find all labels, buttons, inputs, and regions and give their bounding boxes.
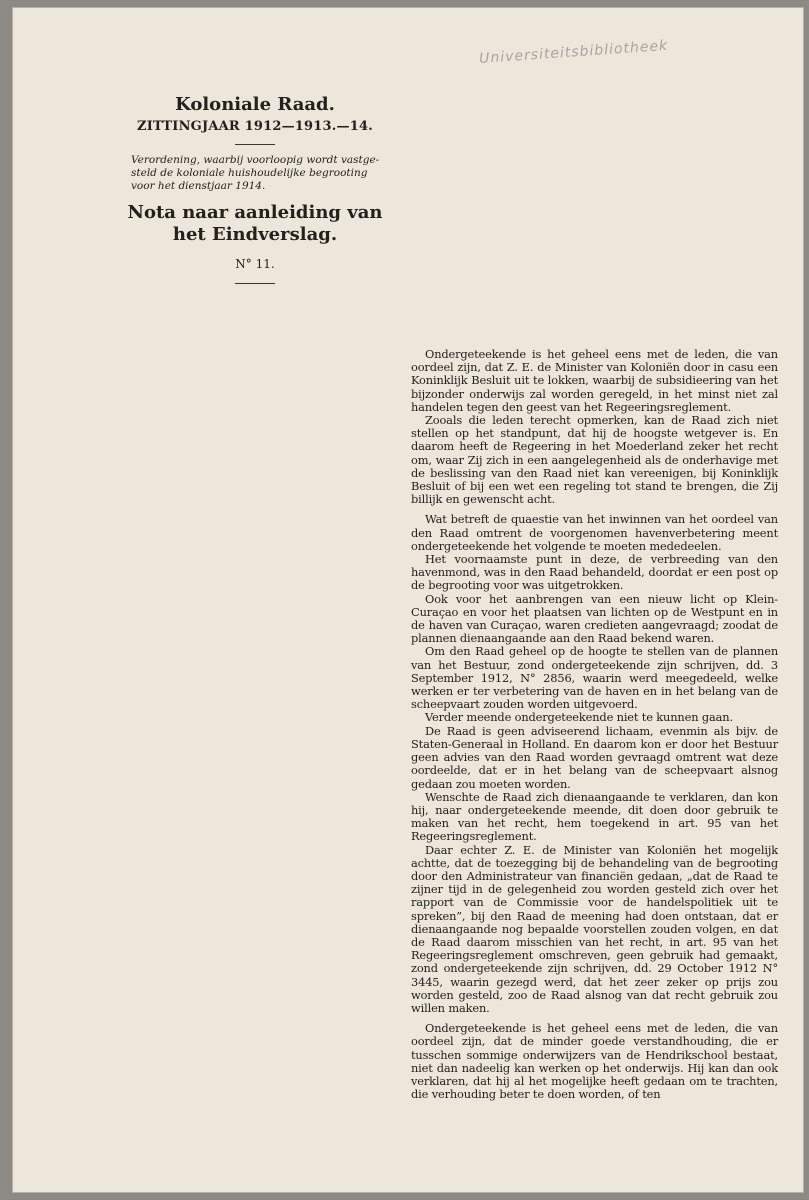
nota-title-line: het Eindverslag. [172,224,338,245]
ordinance-line: Verordening, waarbij voorloopig wordt vastge- [131,154,380,166]
nota-title-line: Nota naar aanleiding van [127,202,383,223]
paragraph [411,348,778,506]
sub-paragraph: Het voornaamste punt in deze, de verbreeding van den havenmond, was in den Raad behandeld, doordat er een post op de begrooting voor was uitgetrokken. [411,552,778,593]
sub-paragraph: Wenschte de Raad zich dienaangaande te verklaren, dan kon hij, naar ondergeteekende meende, dit doen door gebruik te maken van het recht, hem toegekend in art. 95 van het Regeeringsreglement. [411,789,778,844]
document-page [13,8,803,1192]
session-year: ZITTINGJAAR 1912—1913.—14. [137,119,373,134]
paragraph [411,513,778,1015]
document-header [121,94,389,284]
sub-paragraph: Wat betreft de quaestie van het inwinnen van het oordeel van den Raad omtrent de voorgenomen havenverbetering meent ondergeteekende het volgende te moeten mededeelen. [411,512,778,553]
sub-paragraph: Ook voor het aanbrengen van een nieuw licht op Klein-Curaçao en voor het plaatsen van lichten op de Westpunt en in de haven van Curaçao, waren credieten aangevraagd; zoodat de plannen dienaangaande aan den Raad bekend waren. [411,591,778,646]
document-number: N° 11. [235,257,275,271]
ordinance-line: steld de koloniale huishoudelijke begrooting [131,167,368,179]
sub-paragraph: De Raad is geen adviseerend lichaam, evenmin als bijv. de Staten-Generaal in Holland. En daarom kon er door het Bestuur geen advies van den Raad worden gevraagd omtrent wat deze oordeelde, dat er in het belang van de scheepvaart alsnog gedaan zou moeten worden. [411,723,778,791]
sub-paragraph: Ondergeteekende is het geheel eens met de leden, die van oordeel zijn, dat de minder goede verstandhouding, die er tusschen sommige onderwijzers van de Hendrikschool bestaat, niet dan nadeelig kan werken op het onderwijs. Hij kan dan ook verklaren, dat hij al het mogelijke heeft gedaan om te trachten, die verhouding beter te doen worden, of ten [411,1021,778,1102]
body-text [411,348,778,1108]
divider [235,283,275,284]
sub-paragraph: Ondergeteekende is het geheel eens met de leden, die van oordeel zijn, dat Z. E. de Minister van Koloniën door in casu een Koninklijk Besluit uit te lokken, waarbij de subsidieering van het bijzonder onderwijs zal worden geregeld, in het minst niet zal handelen tegen den geest van het Regeeringsreglement. [411,347,778,414]
pencil-annotation: Universiteitsbibliotheek [478,37,669,67]
sub-paragraph: Verder meende ondergeteekende niet te kunnen gaan. [425,710,733,725]
ordinance-line: voor het dienstjaar 1914. [131,180,266,192]
nota-title [121,202,389,246]
ordinance-subtitle [131,154,389,193]
council-title: Koloniale Raad. [175,94,335,115]
sub-paragraph: Daar echter Z. E. de Minister van Koloniën het mogelijk achtte, dat de toezegging bij de behandeling van de begrooting door den Administrateur van financiën gedaan, „dat de Raad te zijner tijd in de gelegenheid zou worden gesteld zich over het rapport van de Commissie voor de handelspolitiek uit te spreken”, bij den Raad de meening had doen ontstaan, dat er dienaangaande nog bepaalde voorstellen zouden volgen, en dat de Raad daarom misschien van het recht, in art. 95 van het Regeeringsreglement omschreven, geen gebruik had gemaakt, zond ondergeteekende zijn schrijven, dd. 29 October 1912 N° 3445, waarin gezegd werd, dat het zeer zeker op prijs zou worden gesteld, zoo de Raad alsnog van dat recht gebruik zou willen maken. [411,842,778,1015]
divider [235,144,275,145]
sub-paragraph: Zooals die leden terecht opmerken, kan de Raad zich niet stellen op het standpunt, dat hij de hoogste wetgever is. En daarom heeft de Regeering in het Moederland zeker het recht om, waar Zij zich in een aangelegenheid als de onderhavige met de beslissing van den Raad niet kan vereenigen, bij Koninklijk Besluit of bij een wet een regeling tot stand te brengen, die Zij billijk en gewenscht acht. [411,413,778,507]
paragraph [411,1022,778,1101]
sub-paragraph: Om den Raad geheel op de hoogte te stellen van de plannen van het Bestuur, zond ondergeteekende zijn schrijven, dd. 3 September 1912, N° 2856, waarin werd meegedeeld, welke werken er ter verbetering van de haven en in het belang van de scheepvaart zouden worden uitgevoerd. [411,644,778,712]
